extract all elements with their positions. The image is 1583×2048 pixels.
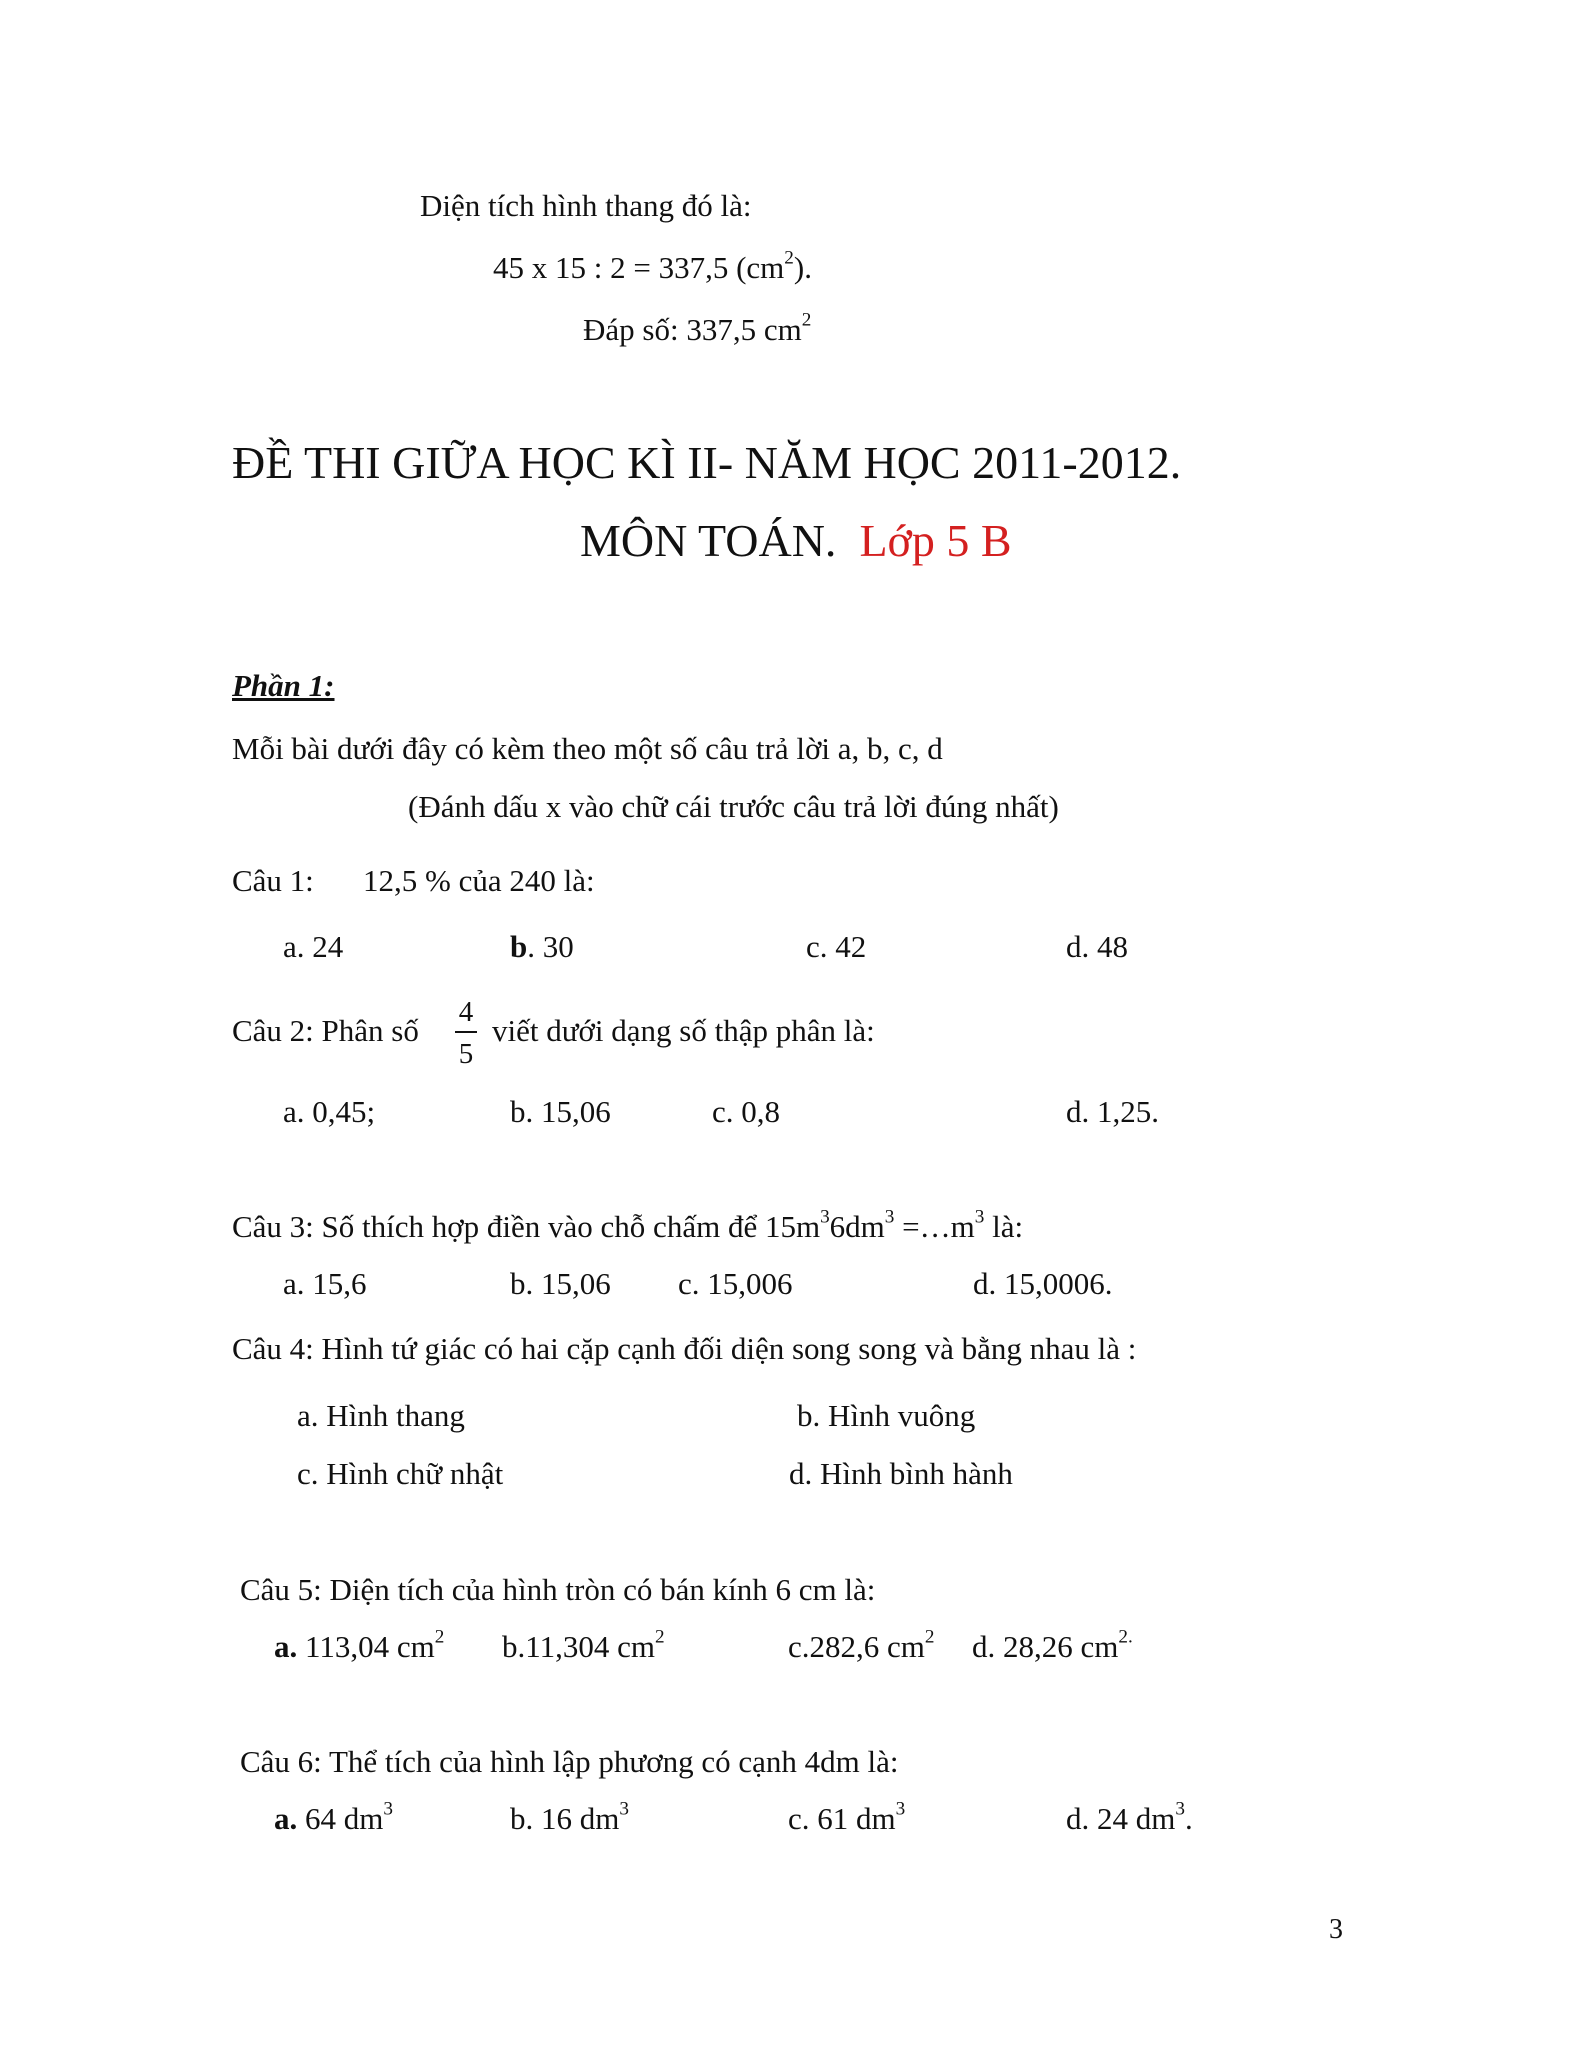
exam-title: ĐỀ THI GIỮA HỌC KÌ II- NĂM HỌC 2011-2012. — [232, 437, 1182, 488]
page-number: 3 — [1329, 1914, 1343, 1945]
q3-option-d: d. 15,0006. — [973, 1266, 1113, 1301]
q2-option-c: c. 0,8 — [712, 1094, 781, 1129]
q2-option-d: d. 1,25. — [1066, 1094, 1159, 1129]
q6-option-d: d. 24 $dm^3$. — [1066, 1798, 1193, 1836]
question-6-text: Câu 6: Thể tích của hình lập phương có cạnh 4dm là: — [240, 1744, 899, 1779]
question-4-text: Câu 4: Hình tứ giác có hai cặp cạnh đối diện song song và bằng nhau là : — [232, 1331, 1137, 1366]
exam-subject-line — [580, 515, 1012, 566]
question-3-text: Câu 3: Số thích hợp điền vào chỗ chấm để $15m^36dm^3$ $=\dots m^3$ là: — [232, 1206, 1024, 1244]
question-2-text-after: viết dưới dạng số thập phân là: — [492, 1013, 875, 1048]
q1-option-c: c. 42 — [806, 929, 867, 964]
q4-option-b: b. Hình vuông — [797, 1398, 976, 1433]
fraction-bar — [455, 1031, 477, 1033]
q3-option-b: b. 15,06 — [510, 1266, 611, 1301]
q5-option-b: b.11,304 $cm^2$ — [502, 1626, 665, 1664]
final-answer: Đáp số: 337,5 $cm^2$ — [583, 309, 812, 347]
q4-option-c: c. Hình chữ nhật — [297, 1456, 504, 1491]
q1-option-b: b. 30 — [510, 929, 574, 964]
q2-option-a: a. 0,45; — [283, 1094, 376, 1129]
question-1-text: 12,5 % của 240 là: — [363, 863, 595, 898]
subject: MÔN TOÁN. — [580, 515, 837, 566]
q6-option-c: c. 61 $dm^3$ — [788, 1798, 906, 1836]
class-label: Lớp 5 B — [859, 515, 1012, 566]
q6-option-a: a. 64 $dm^3$ — [274, 1798, 393, 1836]
q1-option-a: a. 24 — [283, 929, 344, 964]
question-2-text-before: Câu 2: Phân số — [232, 1013, 419, 1048]
q2-option-b: b. 15,06 — [510, 1094, 611, 1129]
instruction-note: (Đánh dấu x vào chữ cái trước câu trả lời đúng nhất) — [408, 789, 1059, 824]
q3-option-c: c. 15,006 — [678, 1266, 793, 1301]
fraction-denominator: 5 — [458, 1038, 474, 1070]
q3-option-a: a. 15,6 — [283, 1266, 367, 1301]
q4-option-a: a. Hình thang — [297, 1398, 465, 1433]
question-1-label: Câu 1: — [232, 863, 314, 898]
q1-option-d: d. 48 — [1066, 929, 1128, 964]
q5-option-a: a. 113,04 $cm^2$ — [274, 1626, 445, 1664]
q4-option-d: d. Hình bình hành — [789, 1456, 1013, 1491]
fraction-numerator: 4 — [458, 996, 474, 1028]
q6-option-b: b. 16 $dm^3$ — [510, 1798, 629, 1836]
q5-option-c: c.282,6 $cm^2$ — [788, 1626, 935, 1664]
area-calculation: 45 x 15 : 2 = 337,5 $(cm^2)$. — [493, 247, 812, 285]
area-intro: Diện tích hình thang đó là: — [420, 188, 752, 223]
instruction: Mỗi bài dưới đây có kèm theo một số câu trả lời a, b, c, d — [232, 731, 943, 766]
q5-option-d: d. 28,26 $cm^{2.}$ — [972, 1626, 1133, 1664]
part-heading: Phần 1: — [232, 668, 335, 703]
question-5-text: Câu 5: Diện tích của hình tròn có bán kính 6 cm là: — [240, 1572, 876, 1607]
